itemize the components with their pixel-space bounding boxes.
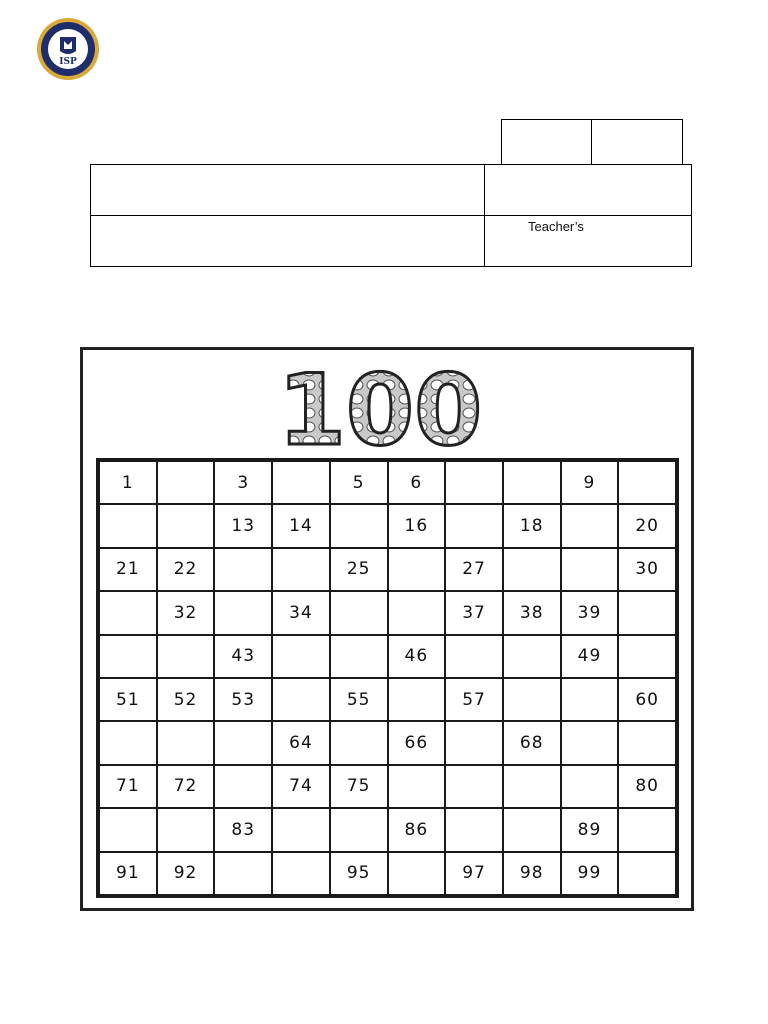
grid-cell-number: 95 bbox=[331, 853, 387, 894]
grid-cell-blank[interactable] bbox=[562, 722, 618, 763]
teacher-label: Teacher’s bbox=[528, 219, 584, 234]
grid-cell-number: 80 bbox=[619, 766, 675, 807]
grid-cell-number: 91 bbox=[100, 853, 156, 894]
grid-cell-number: 13 bbox=[215, 505, 271, 546]
grid-cell-number: 22 bbox=[158, 549, 214, 590]
grid-cell-blank[interactable] bbox=[100, 592, 156, 633]
grid-cell-blank[interactable] bbox=[100, 809, 156, 850]
grid-cell-blank[interactable] bbox=[100, 722, 156, 763]
grid-cell-blank[interactable] bbox=[504, 636, 560, 677]
school-crest-icon bbox=[36, 17, 100, 81]
grid-cell-number: 66 bbox=[389, 722, 445, 763]
grid-cell-blank[interactable] bbox=[619, 853, 675, 894]
grid-cell-blank[interactable] bbox=[273, 462, 329, 503]
grid-cell-blank[interactable] bbox=[331, 592, 387, 633]
grid-cell-number: 37 bbox=[446, 592, 502, 633]
grid-cell-blank[interactable] bbox=[389, 549, 445, 590]
grid-cell-blank[interactable] bbox=[389, 679, 445, 720]
grid-cell-blank[interactable] bbox=[504, 679, 560, 720]
grid-cell-number: 25 bbox=[331, 549, 387, 590]
grid-cell-blank[interactable] bbox=[273, 679, 329, 720]
grid-cell-blank[interactable] bbox=[273, 549, 329, 590]
grid-cell-number: 89 bbox=[562, 809, 618, 850]
grid-cell-blank[interactable] bbox=[158, 505, 214, 546]
grid-cell-blank[interactable] bbox=[504, 766, 560, 807]
hundred-title bbox=[269, 364, 491, 454]
student-info-table bbox=[90, 164, 692, 267]
grid-cell-blank[interactable] bbox=[504, 809, 560, 850]
grid-cell-number: 14 bbox=[273, 505, 329, 546]
grid-cell-blank[interactable] bbox=[100, 505, 156, 546]
grid-cell-blank[interactable] bbox=[504, 462, 560, 503]
grade-boxes bbox=[501, 119, 683, 165]
grid-cell-blank[interactable] bbox=[562, 679, 618, 720]
grid-cell-number: 9 bbox=[562, 462, 618, 503]
name-field[interactable] bbox=[91, 165, 485, 216]
grid-cell-blank[interactable] bbox=[619, 636, 675, 677]
grid-cell-number: 53 bbox=[215, 679, 271, 720]
grade-box-2[interactable] bbox=[591, 119, 683, 165]
grid-cell-blank[interactable] bbox=[158, 809, 214, 850]
grid-cell-number: 49 bbox=[562, 636, 618, 677]
grid-cell-blank[interactable] bbox=[215, 853, 271, 894]
grid-cell-number: 68 bbox=[504, 722, 560, 763]
grid-cell-number: 99 bbox=[562, 853, 618, 894]
grid-cell-blank[interactable] bbox=[446, 766, 502, 807]
grid-cell-number: 30 bbox=[619, 549, 675, 590]
grid-cell-blank[interactable] bbox=[446, 462, 502, 503]
grid-cell-blank[interactable] bbox=[446, 722, 502, 763]
grid-cell-number: 20 bbox=[619, 505, 675, 546]
grid-cell-number: 1 bbox=[100, 462, 156, 503]
grid-cell-number: 51 bbox=[100, 679, 156, 720]
grid-cell-number: 18 bbox=[504, 505, 560, 546]
grid-cell-number: 86 bbox=[389, 809, 445, 850]
grid-cell-number: 46 bbox=[389, 636, 445, 677]
date-field[interactable] bbox=[485, 165, 692, 216]
number-grid bbox=[96, 458, 679, 898]
grid-cell-number: 57 bbox=[446, 679, 502, 720]
grid-cell-blank[interactable] bbox=[504, 549, 560, 590]
grid-cell-blank[interactable] bbox=[619, 592, 675, 633]
grid-cell-number: 16 bbox=[389, 505, 445, 546]
grid-cell-number: 21 bbox=[100, 549, 156, 590]
grid-cell-blank[interactable] bbox=[389, 853, 445, 894]
grid-cell-number: 38 bbox=[504, 592, 560, 633]
grid-cell-blank[interactable] bbox=[100, 636, 156, 677]
grid-cell-blank[interactable] bbox=[562, 505, 618, 546]
grid-cell-blank[interactable] bbox=[619, 722, 675, 763]
grid-cell-number: 39 bbox=[562, 592, 618, 633]
grid-cell-blank[interactable] bbox=[389, 592, 445, 633]
class-field[interactable] bbox=[91, 216, 485, 267]
grid-cell-number: 5 bbox=[331, 462, 387, 503]
grade-box-1[interactable] bbox=[501, 119, 592, 165]
grid-cell-number: 60 bbox=[619, 679, 675, 720]
title-text: 100 bbox=[277, 364, 483, 454]
grid-cell-blank[interactable] bbox=[215, 592, 271, 633]
grid-cell-blank[interactable] bbox=[215, 766, 271, 807]
grid-cell-blank[interactable] bbox=[331, 809, 387, 850]
grid-cell-number: 34 bbox=[273, 592, 329, 633]
grid-cell-blank[interactable] bbox=[331, 636, 387, 677]
grid-cell-number: 97 bbox=[446, 853, 502, 894]
grid-cell-blank[interactable] bbox=[446, 636, 502, 677]
grid-cell-blank[interactable] bbox=[562, 766, 618, 807]
grid-cell-blank[interactable] bbox=[273, 809, 329, 850]
grid-cell-number: 6 bbox=[389, 462, 445, 503]
grid-cell-blank[interactable] bbox=[158, 462, 214, 503]
grid-cell-blank[interactable] bbox=[273, 853, 329, 894]
grid-cell-blank[interactable] bbox=[446, 505, 502, 546]
grid-cell-blank[interactable] bbox=[215, 549, 271, 590]
grid-cell-number: 27 bbox=[446, 549, 502, 590]
grid-cell-blank[interactable] bbox=[331, 505, 387, 546]
grid-cell-number: 75 bbox=[331, 766, 387, 807]
grid-cell-number: 71 bbox=[100, 766, 156, 807]
logo-text: ISP bbox=[59, 57, 77, 67]
grid-cell-blank[interactable] bbox=[619, 809, 675, 850]
hundred-chart-worksheet bbox=[80, 347, 694, 911]
grid-cell-number: 98 bbox=[504, 853, 560, 894]
school-logo bbox=[36, 17, 100, 81]
grid-cell-number: 3 bbox=[215, 462, 271, 503]
grid-cell-number: 74 bbox=[273, 766, 329, 807]
grid-cell-number: 43 bbox=[215, 636, 271, 677]
grid-cell-blank[interactable] bbox=[273, 636, 329, 677]
grid-cell-number: 72 bbox=[158, 766, 214, 807]
grid-cell-number: 92 bbox=[158, 853, 214, 894]
grid-cell-blank[interactable] bbox=[446, 809, 502, 850]
grid-cell-number: 64 bbox=[273, 722, 329, 763]
grid-cell-blank[interactable] bbox=[158, 636, 214, 677]
grid-cell-blank[interactable] bbox=[215, 722, 271, 763]
grid-cell-number: 32 bbox=[158, 592, 214, 633]
grid-cell-blank[interactable] bbox=[158, 722, 214, 763]
grid-cell-number: 52 bbox=[158, 679, 214, 720]
grid-cell-blank[interactable] bbox=[562, 549, 618, 590]
grid-cell-number: 55 bbox=[331, 679, 387, 720]
grid-cell-blank[interactable] bbox=[619, 462, 675, 503]
grid-cell-number: 83 bbox=[215, 809, 271, 850]
grid-cell-blank[interactable] bbox=[389, 766, 445, 807]
grid-cell-blank[interactable] bbox=[331, 722, 387, 763]
teacher-field[interactable] bbox=[485, 216, 692, 267]
